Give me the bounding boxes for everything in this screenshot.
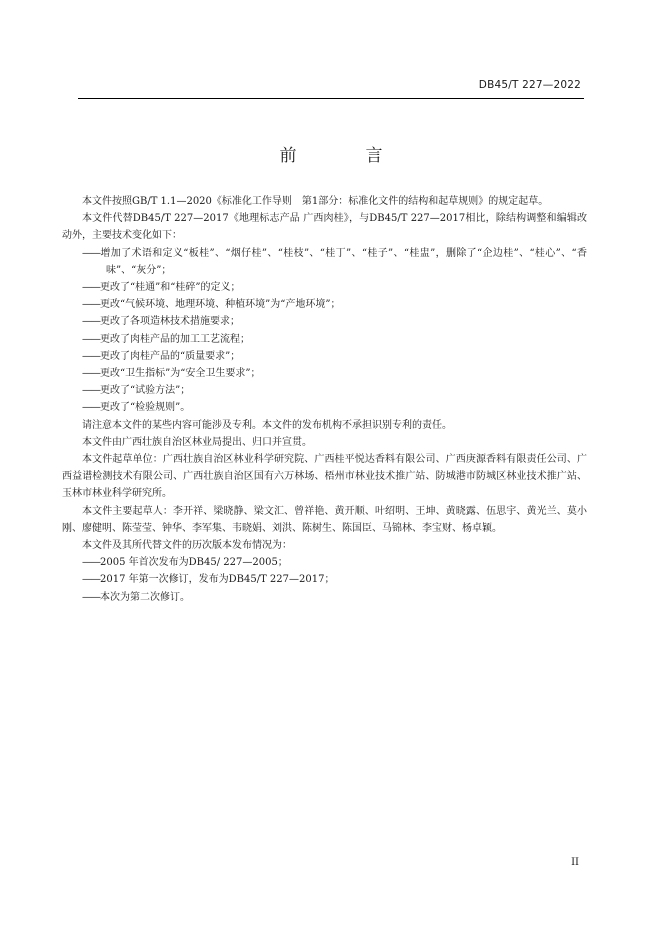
list-dash: ——	[82, 282, 100, 294]
document-body	[62, 193, 587, 606]
changes-list	[62, 245, 587, 417]
list-item	[62, 348, 587, 365]
list-item-text: 本次为第二次修订。	[100, 591, 190, 603]
list-item	[62, 313, 587, 330]
list-item-text: 更改了“桂通”和“桂碎”的定义；	[100, 282, 241, 294]
list-item-text: 2017 年第一次修订，发布为DB45/T 227—2017；	[100, 574, 335, 586]
page-title: 前 言	[279, 146, 409, 166]
list-dash: ——	[82, 385, 100, 397]
list-item	[62, 554, 587, 571]
list-item-text: 2005 年首次发布为DB45/ 227—2005；	[100, 557, 288, 569]
patent-notice-paragraph: 请注意本文件的某些内容可能涉及专利。本文件的发布机构不承担识别专利的责任。	[82, 419, 452, 431]
proposer-paragraph: 本文件由广西壮族自治区林业局提出、归口并宣贯。	[82, 436, 312, 448]
list-dash: ——	[82, 316, 100, 328]
list-item	[62, 365, 587, 382]
list-item-text: 增加了术语和定义“板桂”、“烟仔桂”、“桂枝”、“桂丁”、“桂子”、“桂盅”，删除了“企边桂”、“桂心”、“香味”、“灰分”；	[100, 247, 587, 276]
page-number: II	[571, 857, 579, 868]
drafters-paragraph: 本文件主要起草人：李开祥、梁晓静、梁文汇、曾祥艳、黄开顺、叶绍明、王坤、黄晓露、伍思宇、黄光兰、莫小刚、廖健明、陈莹莹、钟华、李军集、韦晓娟、刘洪、陈树生、陈国臣、马锦林、李宝财、杨卓颖。	[62, 505, 587, 534]
list-item-text: 更改“卫生指标”为“安全卫生要求”；	[100, 368, 261, 380]
list-dash: ——	[82, 402, 100, 414]
list-dash: ——	[82, 350, 100, 362]
list-dash: ——	[82, 247, 100, 259]
list-item	[62, 245, 587, 279]
replacement-paragraph: 本文件代替DB45/T 227—2017《地理标志产品 广西肉桂》，与DB45/T 227—2017相比，除结构调整和编辑改动外，主要技术变化如下：	[62, 213, 587, 242]
drafting-units-paragraph: 本文件起草单位：广西壮族自治区林业科学研究院、广西桂平悦达香料有限公司、广西庚源香料有限责任公司、广西益谱检测技术有限公司、广西壮族自治区国有六万林场、梧州市林业技术推广站、防城港市防城区林业技术推广站、玉林市林业科学研究所。	[62, 454, 587, 500]
scope-paragraph: 本文件按照GB/T 1.1—2020《标准化工作导则 第1部分：标准化文件的结构和起草规则》的规定起草。	[82, 196, 549, 207]
header-rule	[78, 98, 584, 99]
list-item	[62, 331, 587, 348]
list-item-text: 更改了各项造林技术措施要求；	[100, 316, 240, 328]
list-item	[62, 589, 587, 606]
list-dash: ——	[82, 557, 100, 569]
list-dash: ——	[82, 574, 100, 586]
list-item-text: 更改了肉桂产品的“质量要求”；	[100, 350, 241, 362]
history-intro-paragraph: 本文件及其所代替文件的历次版本发布情况为：	[82, 540, 292, 552]
list-item	[62, 382, 587, 399]
list-dash: ——	[82, 333, 100, 345]
list-item-text: 更改了“试验方法”；	[100, 385, 191, 397]
list-item-text: 更改“气候环境、地理环境、种植环境”为“产地环境”；	[100, 299, 341, 311]
list-dash: ——	[82, 299, 100, 311]
document-id: DB45/T 227—2022	[478, 79, 581, 91]
list-dash: ——	[82, 591, 100, 603]
list-dash: ——	[82, 368, 100, 380]
list-item-text: 更改了“检验规则”。	[100, 402, 191, 414]
list-item	[62, 296, 587, 313]
list-item-text: 更改了肉桂产品的加工工艺流程；	[100, 333, 250, 345]
list-item	[62, 279, 587, 296]
list-item	[62, 399, 587, 416]
list-item	[62, 571, 587, 588]
history-list	[62, 554, 587, 606]
